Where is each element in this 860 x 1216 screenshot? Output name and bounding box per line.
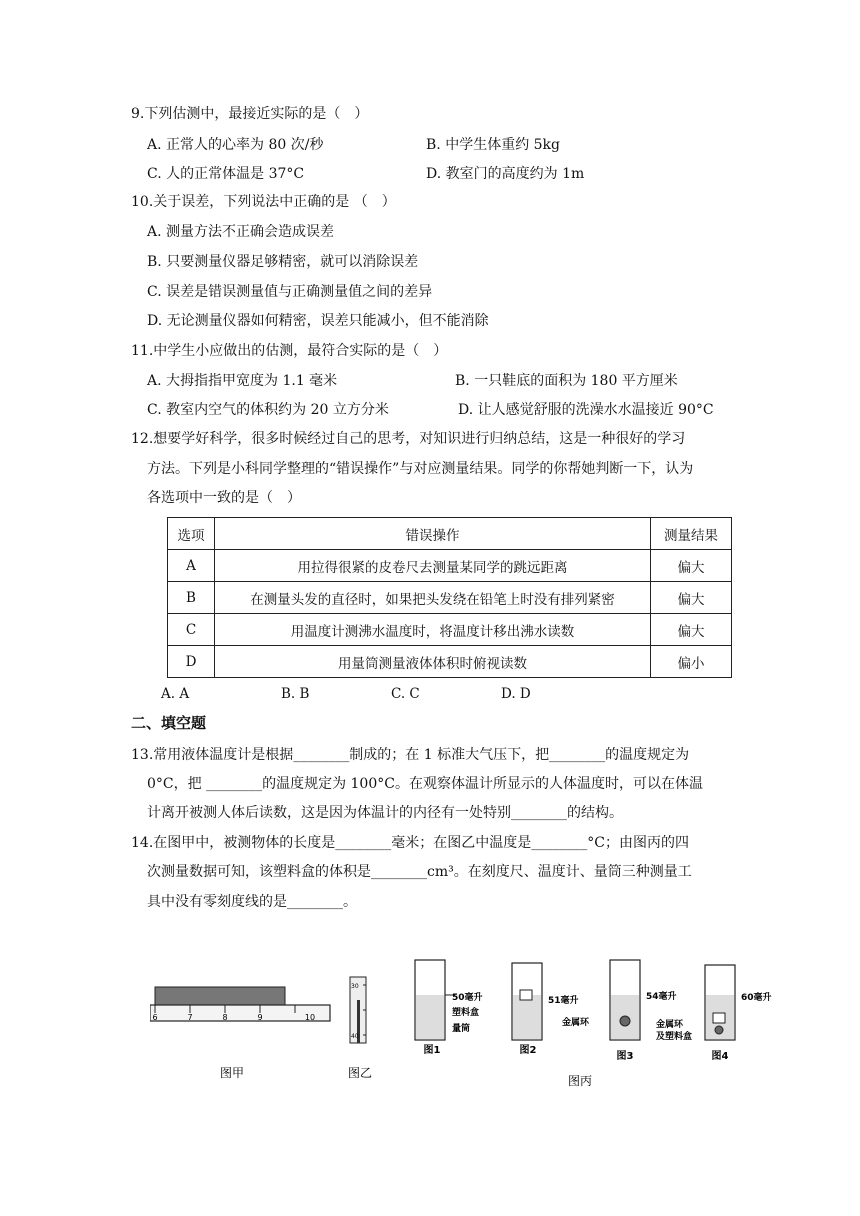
table-header-row — [168, 518, 732, 550]
table-cell: 偏大 — [651, 614, 732, 646]
cylinder-diagrams — [415, 960, 772, 1088]
box-label: 塑料盒 — [452, 1008, 480, 1018]
table-cell: 偏小 — [651, 646, 732, 678]
ring-box-label: 及塑料盒 — [656, 1032, 693, 1042]
q12-option-c: C. C — [391, 686, 420, 702]
table-row — [168, 582, 732, 614]
thermometer-diagram — [348, 977, 372, 1080]
q11-option-a: A. 大拇指指甲宽度为 1.1 毫米 — [147, 373, 338, 389]
q12-option-a: A. A — [161, 686, 190, 702]
ruler-tick-label: 6 — [152, 1013, 158, 1022]
ring-label: 金属环 — [562, 1018, 590, 1028]
q9-option-c: C. 人的正常体温是 37°C — [147, 166, 305, 182]
q12-option-d: D. D — [501, 686, 531, 702]
q13-line2: 0°C，把 ________的温度规定为 100°C。在观察体温计所显示的人体温度时，可以在体温 — [147, 776, 703, 792]
q14-line3: 具中没有零刻度线的是________。 — [147, 894, 357, 910]
ruler — [150, 1005, 330, 1021]
ruler-tick-label: 7 — [187, 1013, 193, 1022]
q13-line1: 13.常用液体温度计是根据________制成的；在 1 标准大气压下，把________的温度规定为 — [131, 747, 690, 763]
table-cell: B — [168, 582, 215, 614]
ruler-tick-label: 9 — [257, 1013, 263, 1022]
table-header: 错误操作 — [215, 518, 651, 550]
q9-option-b: B. 中学生体重约 5kg — [426, 137, 560, 153]
table-header: 选项 — [168, 518, 215, 550]
cylinder1-volume: 50毫升 — [452, 993, 483, 1003]
fig3-label: 图3 — [616, 1051, 634, 1062]
fig1-label: 图1 — [423, 1045, 441, 1056]
table-cell: 用温度计测沸水温度时，将温度计移出沸水读数 — [215, 614, 651, 646]
ruler-tick-label: 8 — [222, 1013, 228, 1022]
q13-line3: 计离开被测人体后读数，这是因为体温计的内径有一处特别________的结构。 — [147, 805, 623, 821]
table-cell: 用量筒测量液体体积时俯视读数 — [215, 646, 651, 678]
figure-jia-label: 图甲 — [219, 1066, 245, 1080]
table-cell: 在测量头发的直径时，如果把头发绕在铅笔上时没有排列紧密 — [215, 582, 651, 614]
tube-label: 量筒 — [452, 1024, 471, 1034]
table-header: 测量结果 — [651, 518, 732, 550]
cylinder4-volume: 60毫升 — [741, 993, 772, 1003]
fig2-label: 图2 — [519, 1045, 537, 1056]
q12-line2: 方法。下列是小科同学整理的“错误操作”与对应测量结果。同学的你帮她判断一下，认为 — [147, 461, 694, 477]
table-cell: 用拉得很紧的皮卷尺去测量某同学的跳远距离 — [215, 550, 651, 582]
thermometer-tick-label: 30 — [351, 983, 359, 990]
thermometer-tick-label: 40 — [351, 1033, 359, 1040]
figure-bing-label: 图丙 — [567, 1074, 593, 1088]
cylinder2-volume: 51毫升 — [548, 996, 579, 1006]
q12-line3: 各选项中一致的是（ ） — [147, 490, 301, 506]
q12-option-b: B. B — [281, 686, 310, 702]
table-cell: C — [168, 614, 215, 646]
table-row — [168, 646, 732, 678]
table-cell: 偏大 — [651, 582, 732, 614]
ring-box-label: 金属环 — [656, 1020, 684, 1030]
q12-line1: 12.想要学好科学，很多时候经过自己的思考，对知识进行归纳总结，这是一种很好的学习 — [131, 431, 686, 447]
cylinder3-volume: 54毫升 — [646, 992, 677, 1002]
q10-option-a: A. 测量方法不正确会造成误差 — [147, 224, 335, 240]
q9-option-a: A. 正常人的心率为 80 次/秒 — [147, 137, 324, 153]
q14-line1: 14.在图甲中，被测物体的长度是________毫米；在图乙中温度是________°C；由图丙的四 — [131, 835, 689, 851]
q10-stem: 10.关于误差，下列说法中正确的是 （ ） — [131, 194, 396, 210]
ruler-tick-label: 10 — [304, 1013, 316, 1022]
q11-stem: 11.中学生小应做出的估测，最符合实际的是（ ） — [131, 343, 448, 359]
fig4-label: 图4 — [711, 1051, 729, 1062]
section-title: 二、填空题 — [131, 714, 207, 732]
table-cell: 偏大 — [651, 550, 732, 582]
measured-object — [155, 987, 285, 1005]
table-cell: A — [168, 550, 215, 582]
table-row — [168, 550, 732, 582]
error-operation-table — [167, 517, 732, 678]
q11-option-b: B. 一只鞋底的面积为 180 平方厘米 — [455, 373, 678, 389]
table-row — [168, 614, 732, 646]
q10-option-c: C. 误差是错误测量值与正确测量值之间的差异 — [147, 284, 433, 300]
q9-option-d: D. 教室门的高度约为 1m — [426, 166, 585, 182]
q10-option-b: B. 只要测量仪器足够精密，就可以消除误差 — [147, 254, 419, 270]
ruler-diagram — [150, 987, 330, 1080]
q14-line2: 次测量数据可知，该塑料盒的体积是________cm³。在刻度尺、温度计、量筒三种测量工 — [147, 864, 692, 880]
q10-option-d: D. 无论测量仪器如何精密，误差只能减小，但不能消除 — [147, 313, 489, 329]
q11-option-c: C. 教室内空气的体积约为 20 立方分米 — [147, 402, 389, 418]
measurement-figure — [150, 955, 790, 1095]
q11-option-d: D. 让人感觉舒服的洗澡水水温接近 90°C — [458, 402, 714, 418]
q9-stem: 9.下列估测中，最接近实际的是（ ） — [131, 106, 369, 122]
table-cell: D — [168, 646, 215, 678]
figure-yi-label: 图乙 — [347, 1066, 373, 1080]
